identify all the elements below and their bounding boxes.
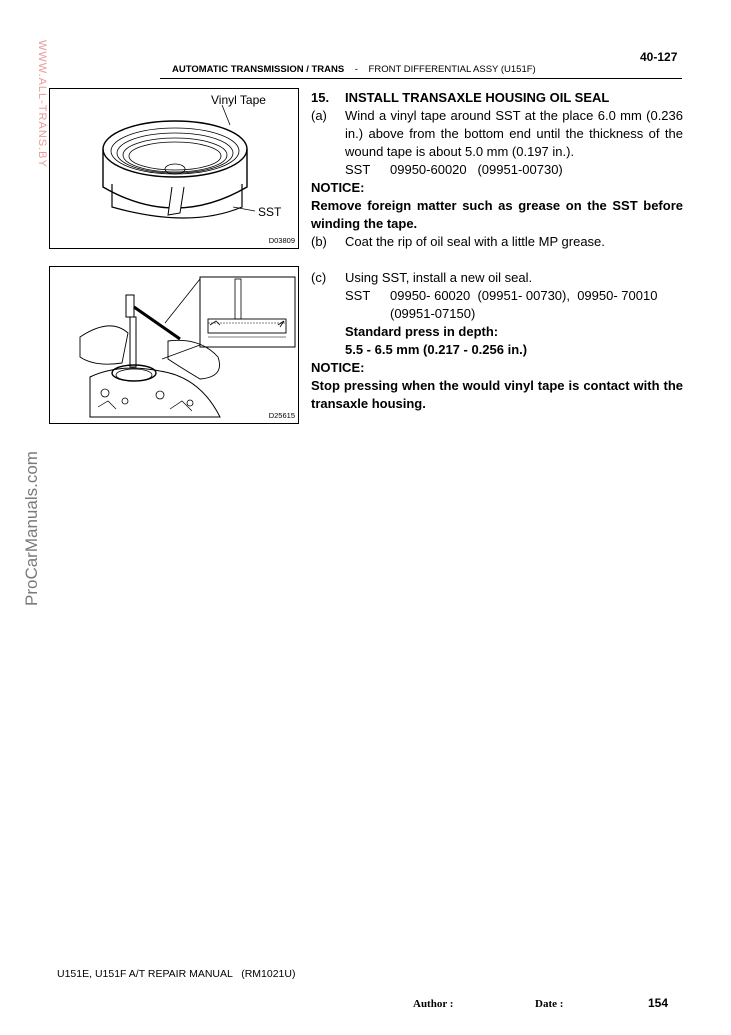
oil-seal-install-illustration xyxy=(50,267,298,423)
header-rule xyxy=(160,78,682,79)
step-number: 15. xyxy=(311,90,330,105)
figure-code: D03809 xyxy=(268,236,295,245)
sst-label: SST xyxy=(345,288,371,303)
footer-author: Author : xyxy=(413,998,454,1010)
substep-c-sst-cont: (09951-07150) xyxy=(390,306,476,321)
substep-b-label: (b) xyxy=(311,234,327,249)
substep-c-sst xyxy=(311,287,683,305)
procedure-text xyxy=(311,89,683,413)
substep-b xyxy=(311,233,683,251)
substep-a-text: Wind a vinyl tape around SST at the place 6.0 mm (0.236 in.) above from the bottom end until the thickness of the wound tape is about 5.0 mm (0.197 in.). xyxy=(345,108,683,159)
header-subsection: FRONT DIFFERENTIAL ASSY (U151F) xyxy=(368,64,536,75)
sst-value: 09950-60020 (09951-00730) xyxy=(390,162,563,177)
label-sst: SST xyxy=(258,205,282,219)
substep-a-label: (a) xyxy=(311,108,327,123)
label-vinyl-tape: Vinyl Tape xyxy=(211,93,266,107)
sst-value: 09950- 60020 (09951- 00730), 09950- 70010 xyxy=(390,288,658,303)
footer-page-number: 154 xyxy=(648,996,669,1010)
substep-c-label: (c) xyxy=(311,270,327,285)
figure-install-oil-seal xyxy=(49,266,299,424)
substep-c-text: Using SST, install a new oil seal. xyxy=(345,270,533,285)
footer-manual: U151E, U151F A/T REPAIR MANUAL (RM1021U) xyxy=(57,968,296,980)
header-separator: - xyxy=(354,64,358,75)
vinyl-tape-illustration xyxy=(50,89,298,248)
header-section: AUTOMATIC TRANSMISSION / TRANS xyxy=(172,64,345,75)
substep-a xyxy=(311,107,683,161)
press-depth-value: 5.5 - 6.5 mm (0.217 - 0.256 in.) xyxy=(345,342,528,357)
substep-a-sst xyxy=(311,161,683,179)
press-depth-title: Standard press in depth: xyxy=(345,324,499,339)
page-number: 40-127 xyxy=(640,50,678,64)
notice-1-title: NOTICE: xyxy=(311,180,365,195)
notice-2-title: NOTICE: xyxy=(311,360,365,375)
sst-label: SST xyxy=(345,162,371,177)
watermark-gray: ProCarManuals.com xyxy=(22,451,41,606)
notice-1-text: Remove foreign matter such as grease on the SST before winding the tape. xyxy=(311,198,683,231)
footer-date: Date : xyxy=(535,998,564,1010)
figure-vinyl-tape xyxy=(49,88,299,249)
figure-code: D25615 xyxy=(268,411,295,420)
watermark-red: WWW.ALL-TRANS.BY xyxy=(36,40,48,168)
running-header xyxy=(172,64,536,75)
step-heading xyxy=(311,89,683,107)
step-title: INSTALL TRANSAXLE HOUSING OIL SEAL xyxy=(345,90,610,105)
substep-c xyxy=(311,269,683,287)
substep-b-text: Coat the rip of oil seal with a little MP grease. xyxy=(345,234,605,249)
notice-2-text: Stop pressing when the would vinyl tape is contact with the transaxle housing. xyxy=(311,378,683,411)
